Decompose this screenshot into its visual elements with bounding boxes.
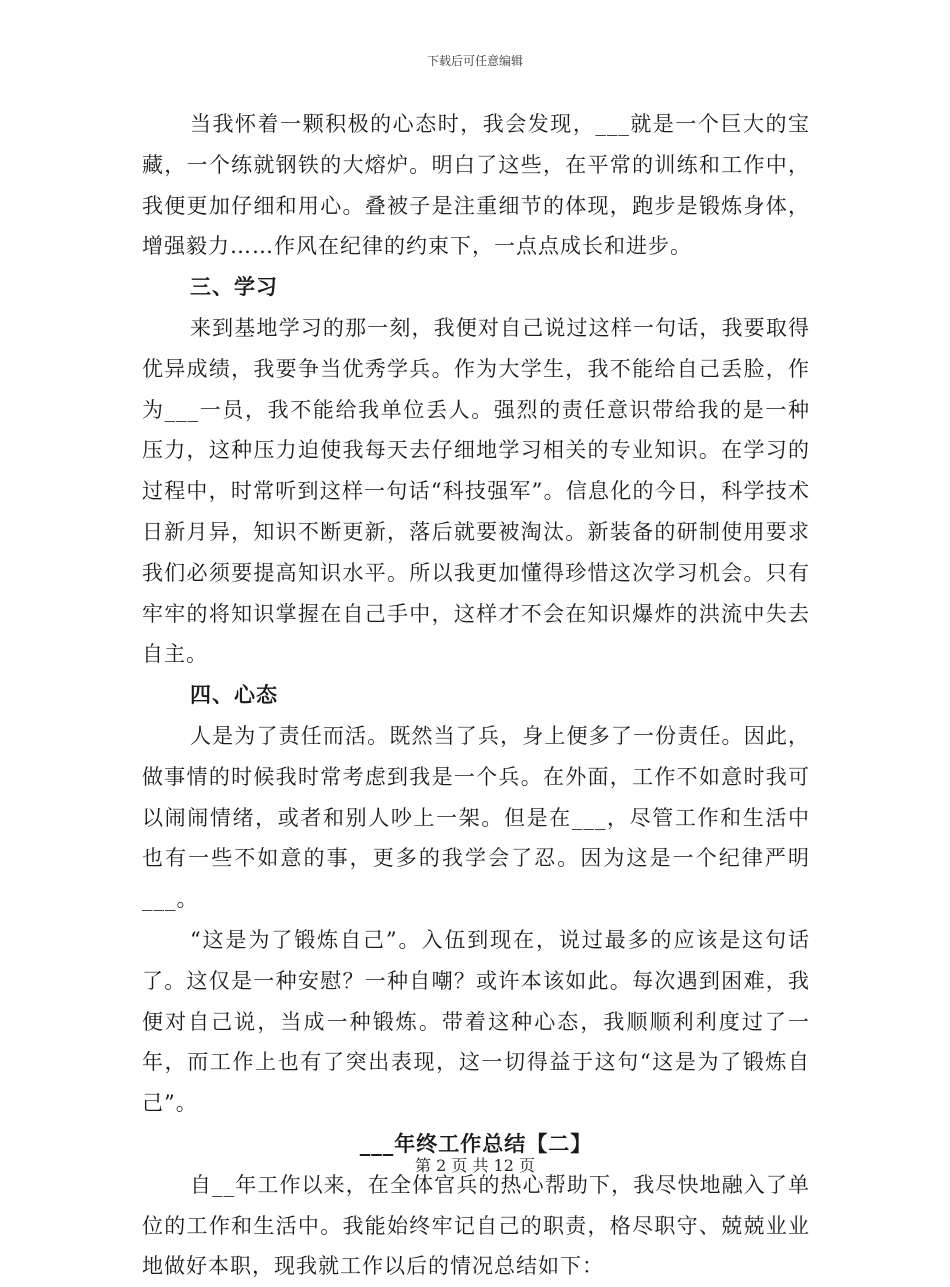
document-subtitle: ___年终工作总结【二】 xyxy=(359,1131,593,1156)
paragraph: 当我怀着一颗积极的心态时，我会发现，___就是一个巨大的宝藏，一个练就钢铁的大熔炉。明白了这些，在平常的训练和工作中，我便更加仔细和用心。叠被子是注重细节的体现，跑步是锻炼身体，增强毅力……作风在纪律的约束下，一点点成长和进步。 xyxy=(142,112,810,259)
page-header: 下载后可任意编辑 xyxy=(426,54,523,68)
paragraph: “这是为了锻炼自己”。入伍到现在，说过最多的应该是这句话了。这仅是一种安慰？一种自嘲？或许本该如此。每次遇到困难，我便对自己说，当成一种锻炼。带着这种心态，我顺顺利利度过了一年，而工作上也有了突出表现，这一切得益于这句“这是为了锻炼自己”。 xyxy=(142,927,810,1116)
section-heading: 四、心态 xyxy=(190,683,278,708)
paragraph: 人是为了责任而活。既然当了兵，身上便多了一份责任。因此，做事情的时候我时常考虑到我是一个兵。在外面，工作不如意时我可以闹闹情绪，或者和别人吵上一架。但是在___，尽管工作和生活中也有一些不如意的事，更多的我学会了忍。因为这是一个纪律严明___。 xyxy=(142,723,810,912)
paragraph: 来到基地学习的那一刻，我便对自己说过这样一句话，我要取得优异成绩，我要争当优秀学兵。作为大学生，我不能给自己丢脸，作为___一员，我不能给我单位丢人。强烈的责任意识带给我的是一种压力，这种压力迫使我每天去仔细地学习相关的专业知识。在学习的过程中，时常听到这样一句话“科技强军”。信息化的今日，科学技术日新月异，知识不断更新，落后就要被淘汰。新装备的研制使用要求我们必须要提高知识水平。所以我更加懂得珍惜这次学习机会。只有牢牢的将知识掌握在自己手中，这样才不会在知识爆炸的洪流中失去自主。 xyxy=(142,315,810,667)
section-heading: 三、学习 xyxy=(190,275,278,300)
page-footer: 第 2 页 共 12 页 xyxy=(415,1156,535,1175)
document-body xyxy=(142,104,810,1287)
paragraph: 自__年工作以来，在全体官兵的热心帮助下，我尽快地融入了单位的工作和生活中。我能始终牢记自己的职责，格尽职守、兢兢业业地做好本职，现我就工作以后的情况总结如下： xyxy=(142,1172,810,1279)
